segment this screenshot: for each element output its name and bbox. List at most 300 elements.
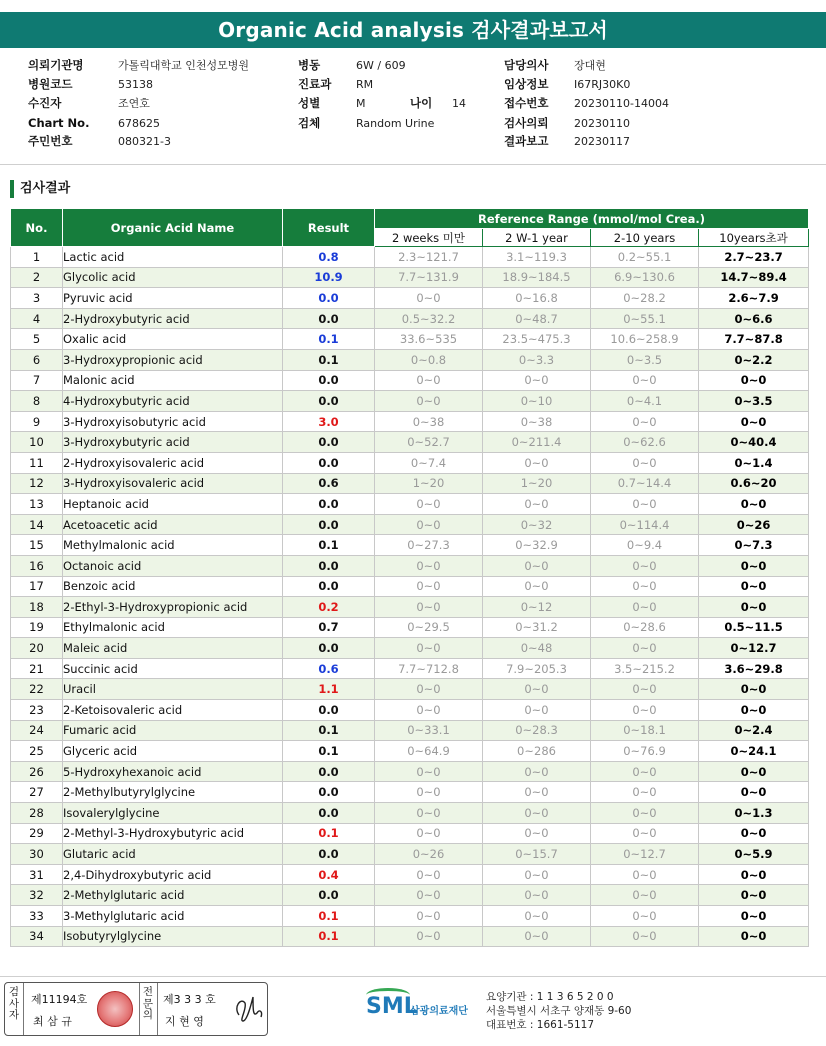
acid-name: 2-Methyl-3-Hydroxybutyric acid <box>63 823 283 844</box>
result-value: 0.0 <box>283 514 375 535</box>
ref-10y: 0~1.3 <box>699 803 809 824</box>
ref-2weeks: 0~0 <box>375 494 483 515</box>
acid-name: 2,4-Dihydroxybutyric acid <box>63 864 283 885</box>
ref-2-10y: 0~0 <box>591 803 699 824</box>
table-row <box>11 329 809 350</box>
acid-name: Benzoic acid <box>63 576 283 597</box>
ref-2-10y: 0~0 <box>591 638 699 659</box>
ref-2w1y: 0~15.7 <box>483 844 591 865</box>
row-number: 10 <box>11 432 63 453</box>
ref-2w1y: 0~12 <box>483 597 591 618</box>
ref-2-10y: 3.5~215.2 <box>591 658 699 679</box>
ref-2-10y: 0~0 <box>591 906 699 927</box>
result-value: 0.6 <box>283 658 375 679</box>
ref-2-10y: 0~0 <box>591 494 699 515</box>
result-value: 0.0 <box>283 288 375 309</box>
ref-10y: 14.7~89.4 <box>699 267 809 288</box>
acid-name: 3-Hydroxybutyric acid <box>63 432 283 453</box>
ref-10y: 2.6~7.9 <box>699 288 809 309</box>
row-number: 27 <box>11 782 63 803</box>
result-value: 0.0 <box>283 370 375 391</box>
ref-2w1y: 0~0 <box>483 823 591 844</box>
ref-10y: 0~2.2 <box>699 349 809 370</box>
ref-2weeks: 0~0.8 <box>375 349 483 370</box>
row-number: 19 <box>11 617 63 638</box>
table-row <box>11 782 809 803</box>
ref-2-10y: 0~18.1 <box>591 720 699 741</box>
report-value: 20230117 <box>574 135 630 148</box>
acid-name: Isobutyrylglycine <box>63 926 283 947</box>
result-value: 0.1 <box>283 720 375 741</box>
patient-name-value: 조연호 <box>118 97 150 110</box>
result-value: 0.0 <box>283 494 375 515</box>
ref-10y: 0.6~20 <box>699 473 809 494</box>
table-row <box>11 823 809 844</box>
receipt-value: 20230110-14004 <box>574 97 669 110</box>
logo-name: 삼광의료재단 <box>410 1006 468 1017</box>
ref-2w1y: 0~0 <box>483 576 591 597</box>
ref-2-10y: 0~0 <box>591 885 699 906</box>
result-value: 0.7 <box>283 617 375 638</box>
ref-2-10y: 0~3.5 <box>591 349 699 370</box>
row-number: 8 <box>11 391 63 412</box>
header-ref-2-10y: 2-10 years <box>591 229 699 247</box>
ref-2w1y: 0~0 <box>483 700 591 721</box>
row-number: 30 <box>11 844 63 865</box>
ref-2-10y: 0~4.1 <box>591 391 699 412</box>
row-number: 3 <box>11 288 63 309</box>
chart-label: Chart No. <box>28 116 90 130</box>
acid-name: Oxalic acid <box>63 329 283 350</box>
row-number: 28 <box>11 803 63 824</box>
ref-2-10y: 0~0 <box>591 864 699 885</box>
table-row <box>11 803 809 824</box>
table-row <box>11 432 809 453</box>
sex-label: 성별 <box>298 96 321 110</box>
ref-2w1y: 0~16.8 <box>483 288 591 309</box>
result-value: 0.0 <box>283 638 375 659</box>
ref-2w1y: 0~0 <box>483 555 591 576</box>
ref-10y: 0~0 <box>699 823 809 844</box>
acid-name: 2-Hydroxyisovaleric acid <box>63 452 283 473</box>
ref-2-10y: 0.7~14.4 <box>591 473 699 494</box>
ref-2weeks: 2.3~121.7 <box>375 247 483 268</box>
acid-name: Succinic acid <box>63 658 283 679</box>
footer-divider <box>0 976 826 977</box>
result-value: 0.8 <box>283 247 375 268</box>
signature-icon <box>231 987 269 1031</box>
row-number: 9 <box>11 411 63 432</box>
ref-10y: 0~0 <box>699 555 809 576</box>
ref-2weeks: 0~0 <box>375 555 483 576</box>
ref-2w1y: 1~20 <box>483 473 591 494</box>
row-number: 31 <box>11 864 63 885</box>
dept-value: RM <box>356 78 374 91</box>
ref-2w1y: 0~0 <box>483 452 591 473</box>
doctor-label: 담당의사 <box>504 58 549 72</box>
ref-2w1y: 0~28.3 <box>483 720 591 741</box>
acid-name: Isovalerylglycine <box>63 803 283 824</box>
patient-label: 수진자 <box>28 96 62 110</box>
table-row <box>11 576 809 597</box>
ref-10y: 0~12.7 <box>699 638 809 659</box>
ref-10y: 0~0 <box>699 761 809 782</box>
result-value: 0.0 <box>283 844 375 865</box>
acid-name: Octanoic acid <box>63 555 283 576</box>
table-row <box>11 494 809 515</box>
row-number: 20 <box>11 638 63 659</box>
result-value: 0.1 <box>283 535 375 556</box>
result-value: 0.0 <box>283 885 375 906</box>
header-no: No. <box>11 209 63 247</box>
ref-2weeks: 7.7~712.8 <box>375 658 483 679</box>
row-number: 14 <box>11 514 63 535</box>
ref-10y: 0~0 <box>699 370 809 391</box>
row-number: 29 <box>11 823 63 844</box>
acid-name: 4-Hydroxybutyric acid <box>63 391 283 412</box>
hospital-value: 가톨릭대학교 인천성모병원 <box>118 59 250 72</box>
row-number: 6 <box>11 349 63 370</box>
doctor-value: 장대현 <box>574 59 606 72</box>
ref-2-10y: 0~76.9 <box>591 741 699 762</box>
result-value: 0.0 <box>283 391 375 412</box>
ref-2weeks: 0~0 <box>375 288 483 309</box>
ref-2weeks: 0~0 <box>375 597 483 618</box>
table-row <box>11 555 809 576</box>
table-row <box>11 617 809 638</box>
result-value: 0.6 <box>283 473 375 494</box>
ref-2-10y: 0~0 <box>591 452 699 473</box>
ref-2-10y: 0~28.6 <box>591 617 699 638</box>
ref-10y: 3.6~29.8 <box>699 658 809 679</box>
result-value: 0.0 <box>283 555 375 576</box>
acid-name: 3-Hydroxypropionic acid <box>63 349 283 370</box>
ref-2w1y: 0~0 <box>483 864 591 885</box>
table-row <box>11 700 809 721</box>
ref-2-10y: 0~0 <box>591 679 699 700</box>
request-label: 검사의뢰 <box>504 116 549 130</box>
confirm-name: 지 현 영 <box>165 1015 204 1028</box>
inspector-number: 제11194호 <box>31 993 88 1006</box>
ref-2w1y: 0~10 <box>483 391 591 412</box>
ref-10y: 0~0 <box>699 864 809 885</box>
ref-2-10y: 0~0 <box>591 370 699 391</box>
ref-2-10y: 10.6~258.9 <box>591 329 699 350</box>
seal-stamp-icon <box>97 991 133 1027</box>
row-number: 18 <box>11 597 63 618</box>
lab-phone: 대표번호 : 1661-5117 <box>486 1019 595 1031</box>
divider <box>0 164 826 165</box>
row-number: 12 <box>11 473 63 494</box>
ref-10y: 7.7~87.8 <box>699 329 809 350</box>
result-value: 10.9 <box>283 267 375 288</box>
acid-name: 2-Ketoisovaleric acid <box>63 700 283 721</box>
ref-10y: 0~2.4 <box>699 720 809 741</box>
ref-2w1y: 23.5~475.3 <box>483 329 591 350</box>
acid-name: Ethylmalonic acid <box>63 617 283 638</box>
result-value: 0.0 <box>283 432 375 453</box>
ref-2-10y: 0~0 <box>591 761 699 782</box>
row-number: 25 <box>11 741 63 762</box>
ref-2w1y: 3.1~119.3 <box>483 247 591 268</box>
ref-2weeks: 0.5~32.2 <box>375 308 483 329</box>
table-row <box>11 844 809 865</box>
ref-2weeks: 0~0 <box>375 370 483 391</box>
ref-2weeks: 0~33.1 <box>375 720 483 741</box>
age-label: 나이 <box>410 96 433 110</box>
row-number: 22 <box>11 679 63 700</box>
ref-2w1y: 0~0 <box>483 803 591 824</box>
ref-2weeks: 0~0 <box>375 803 483 824</box>
ref-10y: 0~0 <box>699 906 809 927</box>
results-body <box>11 247 809 947</box>
ref-10y: 0~0 <box>699 576 809 597</box>
acid-name: 3-Hydroxyisovaleric acid <box>63 473 283 494</box>
ref-2-10y: 0~0 <box>591 597 699 618</box>
acid-name: Pyruvic acid <box>63 288 283 309</box>
acid-name: Lactic acid <box>63 247 283 268</box>
request-value: 20230110 <box>574 117 630 130</box>
ref-10y: 0~6.6 <box>699 308 809 329</box>
ref-2w1y: 0~0 <box>483 906 591 927</box>
report-title: Organic Acid analysis 검사결과보고서 <box>0 12 826 48</box>
age-value: 14 <box>452 97 466 110</box>
row-number: 2 <box>11 267 63 288</box>
row-number: 11 <box>11 452 63 473</box>
ref-2weeks: 0~26 <box>375 844 483 865</box>
ward-label: 병동 <box>298 58 321 72</box>
acid-name: 3-Hydroxyisobutyric acid <box>63 411 283 432</box>
table-row <box>11 267 809 288</box>
ref-2weeks: 0~38 <box>375 411 483 432</box>
table-row <box>11 761 809 782</box>
ref-2-10y: 0~12.7 <box>591 844 699 865</box>
acid-name: Maleic acid <box>63 638 283 659</box>
result-value: 0.0 <box>283 700 375 721</box>
row-number: 21 <box>11 658 63 679</box>
ref-2-10y: 0.2~55.1 <box>591 247 699 268</box>
table-row <box>11 926 809 947</box>
result-value: 0.0 <box>283 576 375 597</box>
ref-10y: 0~0 <box>699 411 809 432</box>
table-row <box>11 308 809 329</box>
ref-10y: 0~1.4 <box>699 452 809 473</box>
acid-name: Acetoacetic acid <box>63 514 283 535</box>
inspector-name: 최 삼 규 <box>33 1015 72 1028</box>
ref-10y: 0~0 <box>699 494 809 515</box>
signature-box <box>4 982 268 1036</box>
receipt-label: 접수번호 <box>504 96 549 110</box>
result-value: 0.1 <box>283 906 375 927</box>
inspector-vertical-label: 검사자 <box>8 986 20 1021</box>
acid-name: 2-Methylglutaric acid <box>63 885 283 906</box>
lab-info <box>486 990 631 1032</box>
ref-2weeks: 33.6~535 <box>375 329 483 350</box>
ref-2weeks: 0~52.7 <box>375 432 483 453</box>
chart-value: 678625 <box>118 117 160 130</box>
header-reference: Reference Range (mmol/mol Crea.) <box>375 209 809 229</box>
acid-name: Heptanoic acid <box>63 494 283 515</box>
id-value: 080321-3 <box>118 135 171 148</box>
table-row <box>11 658 809 679</box>
result-value: 0.0 <box>283 782 375 803</box>
table-row <box>11 906 809 927</box>
result-value: 0.0 <box>283 308 375 329</box>
ref-2-10y: 0~0 <box>591 926 699 947</box>
acid-name: Glycolic acid <box>63 267 283 288</box>
hospital-code-value: 53138 <box>118 78 153 91</box>
confirm-number: 제3 3 3 호 <box>163 993 216 1006</box>
header-ref-10y: 10years초과 <box>699 229 809 247</box>
ref-10y: 2.7~23.7 <box>699 247 809 268</box>
table-row <box>11 514 809 535</box>
row-number: 17 <box>11 576 63 597</box>
result-value: 1.1 <box>283 679 375 700</box>
clinical-label: 임상정보 <box>504 77 549 91</box>
result-value: 0.1 <box>283 823 375 844</box>
ref-2w1y: 0~0 <box>483 926 591 947</box>
ref-2weeks: 0~0 <box>375 823 483 844</box>
results-table <box>10 208 809 947</box>
report-label: 결과보고 <box>504 134 549 148</box>
ref-2weeks: 0~0 <box>375 391 483 412</box>
result-value: 0.1 <box>283 329 375 350</box>
acid-name: 2-Ethyl-3-Hydroxypropionic acid <box>63 597 283 618</box>
ref-2-10y: 6.9~130.6 <box>591 267 699 288</box>
specimen-value: Random Urine <box>356 117 435 130</box>
ref-2weeks: 0~0 <box>375 514 483 535</box>
table-row <box>11 247 809 268</box>
acid-name: 2-Methylbutyrylglycine <box>63 782 283 803</box>
ref-2w1y: 7.9~205.3 <box>483 658 591 679</box>
ref-2weeks: 0~0 <box>375 679 483 700</box>
result-value: 3.0 <box>283 411 375 432</box>
ref-2weeks: 0~7.4 <box>375 452 483 473</box>
result-value: 0.1 <box>283 926 375 947</box>
table-row <box>11 720 809 741</box>
ref-10y: 0~3.5 <box>699 391 809 412</box>
ref-2weeks: 0~0 <box>375 761 483 782</box>
table-row <box>11 597 809 618</box>
id-label: 주민번호 <box>28 134 73 148</box>
section-title: 검사결과 <box>10 180 70 198</box>
acid-name: Methylmalonic acid <box>63 535 283 556</box>
result-value: 0.1 <box>283 741 375 762</box>
ref-10y: 0~40.4 <box>699 432 809 453</box>
table-row <box>11 473 809 494</box>
ref-2-10y: 0~0 <box>591 411 699 432</box>
acid-name: 3-Methylglutaric acid <box>63 906 283 927</box>
ref-2-10y: 0~114.4 <box>591 514 699 535</box>
ref-2w1y: 0~3.3 <box>483 349 591 370</box>
row-number: 13 <box>11 494 63 515</box>
ref-2weeks: 0~0 <box>375 700 483 721</box>
ref-2w1y: 0~48.7 <box>483 308 591 329</box>
ref-2weeks: 7.7~131.9 <box>375 267 483 288</box>
specimen-label: 검체 <box>298 116 321 130</box>
result-value: 0.0 <box>283 452 375 473</box>
ref-2-10y: 0~0 <box>591 782 699 803</box>
ref-2-10y: 0~0 <box>591 555 699 576</box>
acid-name: 5-Hydroxyhexanoic acid <box>63 761 283 782</box>
ref-2weeks: 0~29.5 <box>375 617 483 638</box>
table-row <box>11 370 809 391</box>
row-number: 16 <box>11 555 63 576</box>
acid-name: Uracil <box>63 679 283 700</box>
logo-text: SML <box>366 994 418 1019</box>
acid-name: Glutaric acid <box>63 844 283 865</box>
ref-2w1y: 0~32 <box>483 514 591 535</box>
acid-name: Malonic acid <box>63 370 283 391</box>
clinical-value: I67RJ30K0 <box>574 78 631 91</box>
header-name: Organic Acid Name <box>63 209 283 247</box>
ref-2weeks: 0~0 <box>375 926 483 947</box>
ref-2-10y: 0~0 <box>591 576 699 597</box>
ref-2w1y: 0~38 <box>483 411 591 432</box>
lab-code: 요양기관 : 1 1 3 6 5 2 0 0 <box>486 991 614 1003</box>
ref-2w1y: 0~0 <box>483 494 591 515</box>
ref-2-10y: 0~62.6 <box>591 432 699 453</box>
table-row <box>11 741 809 762</box>
table-row <box>11 391 809 412</box>
ref-2-10y: 0~0 <box>591 823 699 844</box>
ref-10y: 0~0 <box>699 926 809 947</box>
ref-2weeks: 0~0 <box>375 885 483 906</box>
result-value: 0.4 <box>283 864 375 885</box>
ref-2w1y: 0~0 <box>483 370 591 391</box>
header-ref-2weeks: 2 weeks 미만 <box>375 229 483 247</box>
sml-logo <box>366 988 486 1030</box>
result-value: 0.0 <box>283 761 375 782</box>
row-number: 5 <box>11 329 63 350</box>
row-number: 26 <box>11 761 63 782</box>
ref-2weeks: 0~0 <box>375 782 483 803</box>
table-row <box>11 679 809 700</box>
header-ref-2w1y: 2 W-1 year <box>483 229 591 247</box>
row-number: 24 <box>11 720 63 741</box>
ref-2w1y: 0~32.9 <box>483 535 591 556</box>
ref-2w1y: 0~31.2 <box>483 617 591 638</box>
table-row <box>11 864 809 885</box>
hospital-label: 의뢰기관명 <box>28 58 84 72</box>
ward-value: 6W / 609 <box>356 59 406 72</box>
ref-2w1y: 18.9~184.5 <box>483 267 591 288</box>
ref-2weeks: 1~20 <box>375 473 483 494</box>
row-number: 32 <box>11 885 63 906</box>
ref-2weeks: 0~64.9 <box>375 741 483 762</box>
acid-name: Fumaric acid <box>63 720 283 741</box>
acid-name: 2-Hydroxybutyric acid <box>63 308 283 329</box>
row-number: 1 <box>11 247 63 268</box>
table-row <box>11 288 809 309</box>
hospital-code-label: 병원코드 <box>28 77 73 91</box>
lab-address: 서울특별시 서초구 양재동 9-60 <box>486 1005 632 1017</box>
ref-2w1y: 0~0 <box>483 761 591 782</box>
ref-10y: 0~26 <box>699 514 809 535</box>
ref-2-10y: 0~0 <box>591 700 699 721</box>
row-number: 4 <box>11 308 63 329</box>
confirm-vertical-label: 전문의 <box>142 986 154 1021</box>
ref-10y: 0~7.3 <box>699 535 809 556</box>
acid-name: Glyceric acid <box>63 741 283 762</box>
row-number: 7 <box>11 370 63 391</box>
ref-2weeks: 0~0 <box>375 638 483 659</box>
ref-2weeks: 0~27.3 <box>375 535 483 556</box>
ref-2w1y: 0~286 <box>483 741 591 762</box>
header-result: Result <box>283 209 375 247</box>
ref-2weeks: 0~0 <box>375 906 483 927</box>
ref-10y: 0~0 <box>699 597 809 618</box>
